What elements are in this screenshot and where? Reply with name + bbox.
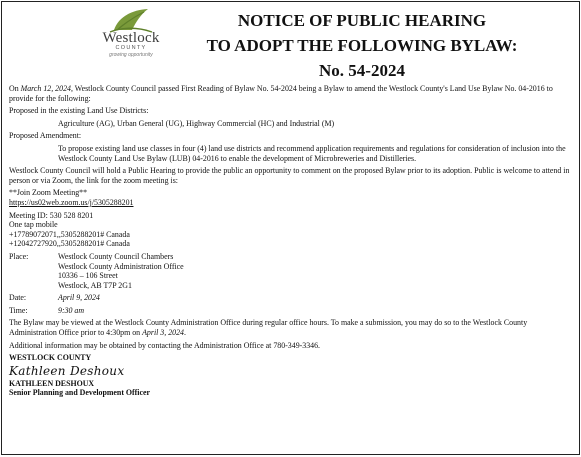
date-row	[9, 293, 572, 303]
amendment-text: To propose existing land use classes in four (4) land use districts and recommend application requirements and regulations for consideration of inclusion into the Westlock County Land Use Bylaw (LUB) 04-2016 to enable the development of Microbreweries and Distilleries.	[58, 143, 566, 163]
submission-deadline: April 3, 2024	[142, 328, 184, 338]
phone-number: +12042727920,,5305288201# Canada	[9, 239, 130, 249]
districts-heading: Proposed in the existing Land Use Districts:	[9, 106, 149, 116]
place-label: Place:	[9, 251, 29, 261]
title-line-3: No. 54-2024	[319, 61, 405, 80]
hearing-time: 9:30 am	[58, 305, 85, 315]
zoom-details	[9, 188, 572, 207]
zoom-heading: **Join Zoom Meeting**	[9, 188, 88, 198]
place-address: Westlock County Council Chambers Westlock County Administration Office 10336 – 106 Street Westlock, AB T7P 2G1	[58, 251, 184, 290]
first-reading-date: March 12, 2024	[20, 84, 71, 93]
one-tap-label: One tap mobile	[9, 220, 58, 230]
notice-page	[1, 1, 580, 455]
signoff-org: WESTLOCK COUNTY	[9, 353, 92, 363]
signature: Kathleen Deshoux	[9, 363, 125, 378]
amendment-heading: Proposed Amendment:	[9, 131, 82, 141]
notice-title	[192, 8, 532, 83]
districts-list: Agriculture (AG), Urban General (UG), Highway Commercial (HC) and Industrial (M)	[58, 118, 335, 128]
westlock-county-logo	[81, 8, 181, 66]
time-label: Time:	[9, 305, 28, 315]
additional-info: Additional information may be obtained by contacting the Administration Office at 780-349-3346.	[9, 340, 321, 350]
signatory-name: KATHLEEN DESHOUX	[9, 378, 95, 388]
hearing-notice: Westlock County Council will hold a Public Hearing to provide the public an opportunity to comment on the proposed Bylaw prior to its adoption. Public is welcome to attend in person or via Zoom, the link for the zoom meeting is:	[9, 166, 570, 185]
notice-header	[9, 6, 572, 84]
time-row	[9, 306, 572, 316]
zoom-dialin	[9, 211, 572, 249]
viewing-paragraph: The Bylaw may be viewed at the Westlock County Administration Office during regular office hours. To make a submission, you may do so to the Westlock County Administration Office prior to 4:30pm on April 3, 2024.	[9, 318, 528, 338]
signatory-position: Senior Planning and Development Officer	[9, 388, 151, 398]
phone-number: +17789072071,,5305288201# Canada	[9, 229, 130, 239]
title-line-1: NOTICE OF PUBLIC HEARING	[237, 11, 487, 30]
title-line-2: TO ADOPT THE FOLLOWING BYLAW:	[206, 36, 518, 55]
logo-name: Westlock	[102, 30, 160, 46]
zoom-link[interactable]: https://us02web.zoom.us/j/5305288201	[9, 197, 134, 207]
date-label: Date:	[9, 293, 27, 303]
logo-county: COUNTY	[115, 45, 147, 51]
hearing-date: April 9, 2024	[58, 293, 100, 303]
place-row	[9, 252, 572, 290]
meeting-id: Meeting ID: 530 528 8201	[9, 210, 94, 220]
logo-tagline: growing opportunity	[109, 52, 153, 58]
intro-paragraph: On March 12, 2024, Westlock County Council passed First Reading of Bylaw No. 54-2024 being a Bylaw to amend the Westlock County's Land Use Bylaw No. 04-2016 to provide for the following:	[9, 84, 553, 103]
